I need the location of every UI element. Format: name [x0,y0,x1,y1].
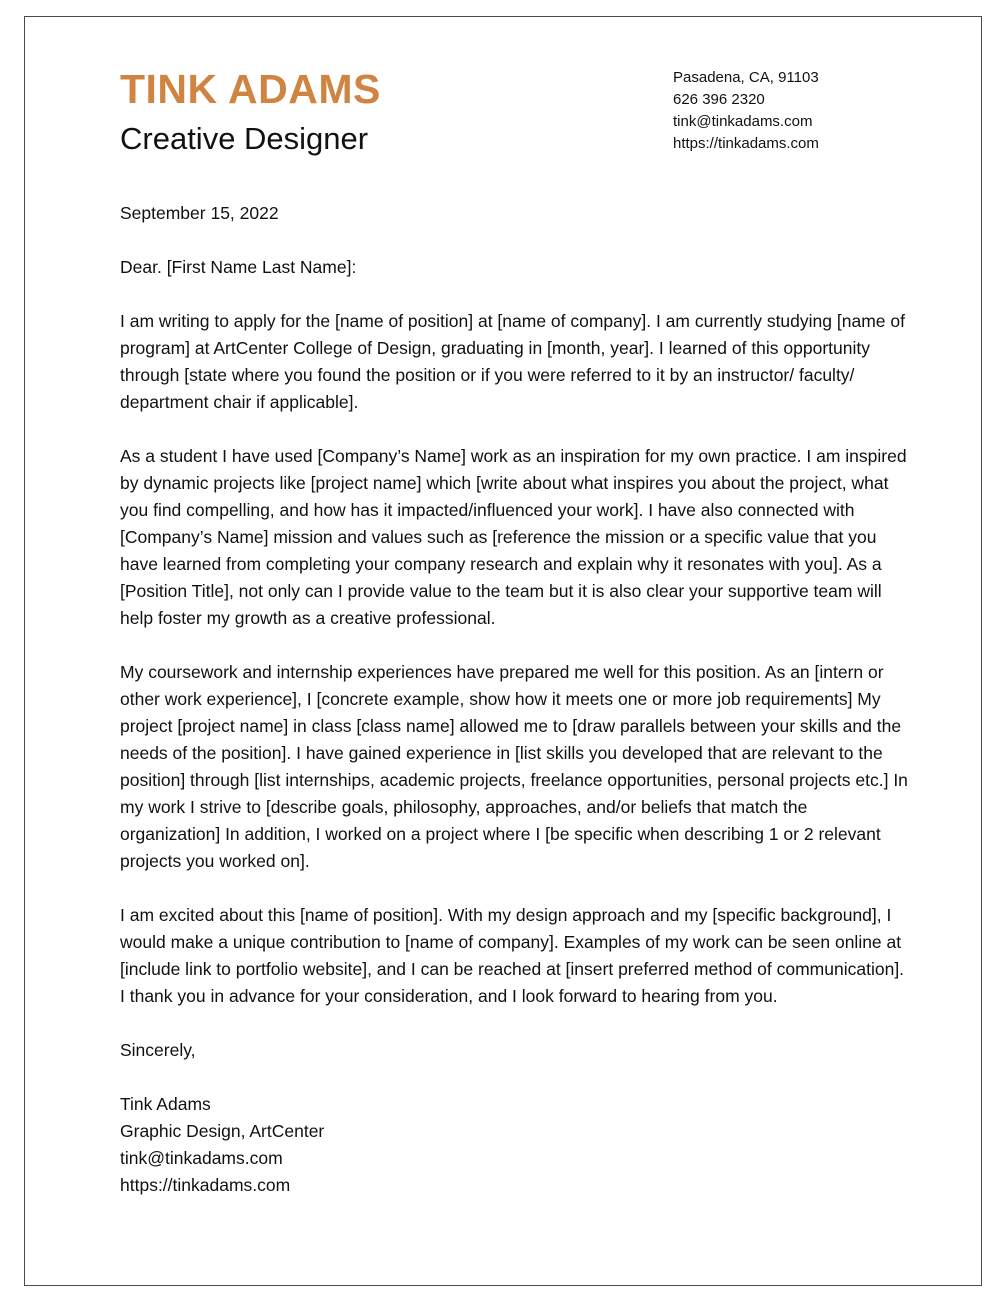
applicant-name: TINK ADAMS [120,66,381,112]
contact-phone: 626 396 2320 [673,91,765,108]
contact-block [673,67,819,155]
letter-body [120,200,910,1199]
signature-email: tink@tinkadams.com [120,1148,283,1168]
letter-salutation: Dear. [First Name Last Name]: [120,257,357,277]
contact-email: tink@tinkadams.com [673,113,813,130]
signature-program: Graphic Design, ArtCenter [120,1121,325,1141]
signature-name: Tink Adams [120,1094,211,1114]
signature-website: https://tinkadams.com [120,1175,291,1195]
letter-paragraph: My coursework and internship experiences have prepared me well for this position. As an [intern or other work experience], I [concrete example, show how it meets one or more job requirements] My project [project name] in class [class name] allowed me to [draw parallels between your skills and the needs of the position]. I have gained experience in [list skills you developed that are relevant to the position] through [list internships, academic projects, freelance opportunities, personal projects etc.] In my work I strive to [describe goals, philosophy, approaches, and/or beliefs that match the organization] In addition, I worked on a project where I [be specific when describing 1 or 2 relevant projects you worked on]. [120,662,908,871]
letter-paragraph: I am writing to apply for the [name of position] at [name of company]. I am currently studying [name of program] at ArtCenter College of Design, graduating in [month, year]. I learned of this opportunity through [state where you found the position or if you were referred to it by an instructor/ faculty/ department chair if applicable]. [120,311,905,412]
letter-closing: Sincerely, [120,1040,196,1060]
letter-page [24,16,982,1286]
signature-block [120,1091,910,1199]
letter-date: September 15, 2022 [120,203,279,223]
contact-address: Pasadena, CA, 91103 [673,69,819,86]
letter-paragraph: As a student I have used [Company’s Name] work as an inspiration for my own practice. I am inspired by dynamic projects like [project name] which [write about what inspires you about the project, what you find compelling, and how has it impacted/influenced your work]. I have also connected with [Company’s Name] mission and values such as [reference the mission or a specific value that you have learned from completing your company research and explain why it resonates with you]. As a [Position Title], not only can I provide value to the team but it is also clear your supportive team will help foster my growth as a creative professional. [120,446,907,628]
letter-paragraph: I am excited about this [name of position]. With my design approach and my [specific background], I would make a unique contribution to [name of company]. Examples of my work can be seen online at [include link to portfolio website], and I can be reached at [insert preferred method of communication]. I thank you in advance for your consideration, and I look forward to hearing from you. [120,905,905,1006]
contact-website: https://tinkadams.com [673,135,819,152]
applicant-role: Creative Designer [120,121,369,156]
